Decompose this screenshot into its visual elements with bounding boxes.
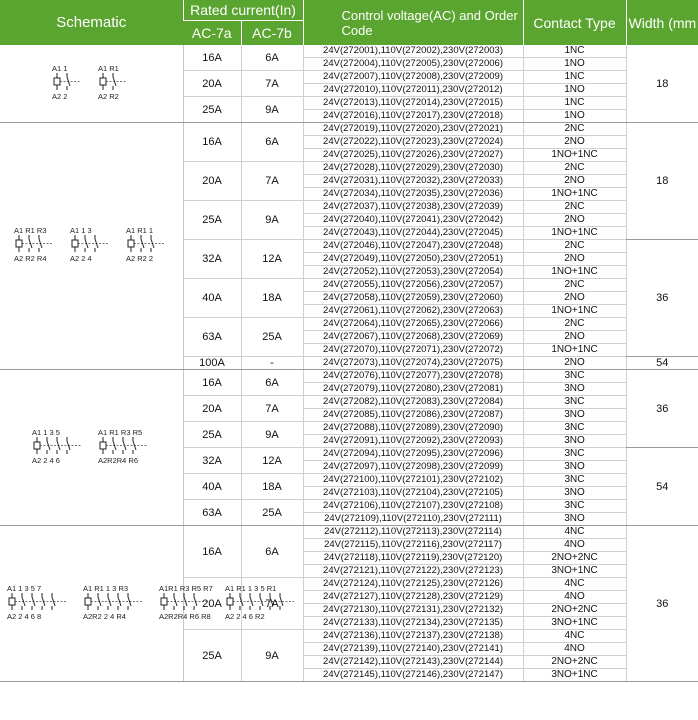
contact-type: 2NC — [523, 162, 626, 175]
schematic-diagram — [97, 426, 151, 466]
width-value: 54 — [626, 357, 698, 370]
contact-type: 3NO+1NC — [523, 565, 626, 578]
schematic-terminals-bottom: A2R2 2 4 R4 — [83, 611, 126, 621]
header-schematic: Schematic — [0, 0, 183, 45]
schematic-symbol — [31, 426, 85, 466]
contact-type: 1NO+1NC — [523, 266, 626, 279]
order-code: 24V(272085),110V(272086),230V(272087) — [303, 409, 523, 422]
contact-icon — [184, 597, 187, 606]
contact-icon — [57, 441, 60, 450]
contact-type: 3NC — [523, 396, 626, 409]
schematic-symbol — [69, 224, 113, 264]
order-code: 24V(272118),110V(272119),230V(272120) — [303, 552, 523, 565]
schematic-symbol — [6, 582, 70, 622]
schematic-terminals-top: A1 R1 1 3 R3 — [83, 583, 129, 593]
width-value: 36 — [626, 240, 698, 357]
order-code: 24V(272079),110V(272080),230V(272081) — [303, 383, 523, 396]
order-code: 24V(272028),110V(272029),230V(272030) — [303, 162, 523, 175]
schematic-diagram — [224, 582, 298, 622]
schematic-terminals-bottom: A2 R2 R4 — [14, 254, 47, 263]
coil-icon — [100, 442, 106, 449]
order-code: 24V(272031),110V(272032),230V(272033) — [303, 175, 523, 188]
coil-icon — [128, 240, 134, 247]
order-code: 24V(272052),110V(272053),230V(272054) — [303, 266, 523, 279]
ac7a-current: 40A — [183, 279, 241, 318]
order-code: 24V(272124),110V(272125),230V(272126) — [303, 578, 523, 591]
order-code: 24V(272061),110V(272062),230V(272063) — [303, 305, 523, 318]
contact-icon — [250, 597, 253, 606]
table-row — [0, 526, 698, 539]
schematic-diagram — [125, 224, 169, 264]
ac7a-current: 25A — [183, 630, 241, 682]
order-code: 24V(272106),110V(272107),230V(272108) — [303, 500, 523, 513]
ac7b-current: 7A — [241, 396, 303, 422]
ac7a-current: 100A — [183, 357, 241, 370]
contact-type: 3NO — [523, 487, 626, 500]
order-code: 24V(272064),110V(272065),230V(272066) — [303, 318, 523, 331]
ac7b-current: 9A — [241, 422, 303, 448]
contact-type: 2NC — [523, 279, 626, 292]
order-code: 24V(272133),110V(272134),230V(272135) — [303, 617, 523, 630]
order-code: 24V(272043),110V(272044),230V(272045) — [303, 227, 523, 240]
order-code: 24V(272034),110V(272035),230V(272036) — [303, 188, 523, 201]
contact-type: 3NO — [523, 409, 626, 422]
schematic-cell — [0, 123, 183, 370]
order-code: 24V(272013),110V(272014),230V(272015) — [303, 97, 523, 110]
ac7a-current: 20A — [183, 578, 241, 630]
order-code: 24V(272049),110V(272050),230V(272051) — [303, 253, 523, 266]
schematic-terminals-top: A1 1 3 — [70, 226, 92, 235]
order-code: 24V(272112),110V(272113),230V(272114) — [303, 526, 523, 539]
schematic-diagram — [82, 582, 146, 622]
schematic-cell — [0, 45, 183, 123]
order-code: 24V(272010),110V(272011),230V(272012) — [303, 84, 523, 97]
contact-type: 2NO+2NC — [523, 552, 626, 565]
ac7a-current: 20A — [183, 396, 241, 422]
contact-type: 1NO — [523, 110, 626, 123]
contact-type: 3NO — [523, 435, 626, 448]
ac7b-current: - — [241, 357, 303, 370]
ac7a-current: 20A — [183, 71, 241, 97]
ac7a-current: 63A — [183, 318, 241, 357]
order-code: 24V(272103),110V(272104),230V(272105) — [303, 487, 523, 500]
header-rated-current: Rated current(In) — [183, 0, 303, 21]
schematic-terminals-top: A1 R1 1 3 5 R1 — [225, 583, 277, 593]
order-code: 24V(272073),110V(272074),230V(272075) — [303, 357, 523, 370]
width-value: 18 — [626, 123, 698, 240]
coil-icon — [72, 240, 78, 247]
schematic-terminals-top: A1 R1 R3 — [14, 226, 47, 235]
ac7b-current: 7A — [241, 578, 303, 630]
header-control-voltage: Control voltage(AC) and Order Code — [303, 0, 523, 45]
order-code: 24V(272100),110V(272101),230V(272102) — [303, 474, 523, 487]
order-code: 24V(272130),110V(272131),230V(272132) — [303, 604, 523, 617]
ac7a-current: 16A — [183, 526, 241, 578]
schematic-diagram — [6, 582, 70, 622]
header-ac7b: AC-7b — [241, 21, 303, 46]
coil-icon — [161, 598, 167, 605]
schematic-diagram — [97, 62, 131, 102]
schematic-terminals-top: A1 R1 1 — [126, 226, 154, 235]
contact-type: 2NO — [523, 292, 626, 305]
ac7b-current: 12A — [241, 448, 303, 474]
table-body — [0, 45, 698, 682]
order-code: 24V(272007),110V(272008),230V(272009) — [303, 71, 523, 84]
order-code: 24V(272109),110V(272110),230V(272111) — [303, 513, 523, 526]
contact-type: 1NO — [523, 84, 626, 97]
width-value: 18 — [626, 45, 698, 123]
schematic-terminals-bottom: A2 2 4 6 — [32, 455, 61, 465]
order-code: 24V(272142),110V(272143),230V(272144) — [303, 656, 523, 669]
contact-type: 3NC — [523, 474, 626, 487]
ac7b-current: 25A — [241, 500, 303, 526]
contact-type: 2NC — [523, 240, 626, 253]
table-header — [0, 0, 698, 45]
schematic-terminals-bottom: A2R2R4 R6 R8 — [159, 611, 211, 621]
order-code: 24V(272127),110V(272128),230V(272129) — [303, 591, 523, 604]
schematic-diagram — [69, 224, 113, 264]
coil-icon — [227, 598, 233, 605]
schematic-terminals-top: A1 R1 — [98, 63, 120, 73]
schematic-terminals-top: A1 1 — [52, 63, 68, 73]
contact-type: 4NO — [523, 643, 626, 656]
ac7a-current: 16A — [183, 45, 241, 71]
ac7a-current: 20A — [183, 162, 241, 201]
ac7a-current: 32A — [183, 240, 241, 279]
contact-icon — [32, 597, 35, 606]
contact-type: 2NO — [523, 357, 626, 370]
order-code: 24V(272136),110V(272137),230V(272138) — [303, 630, 523, 643]
contact-type: 1NC — [523, 97, 626, 110]
schematic-symbol — [82, 582, 146, 622]
schematic-diagram — [51, 62, 85, 102]
contact-type: 2NO — [523, 253, 626, 266]
width-value: 36 — [626, 370, 698, 448]
contact-type: 1NO+1NC — [523, 188, 626, 201]
order-code: 24V(272004),110V(272005),230V(272006) — [303, 58, 523, 71]
ac7b-current: 6A — [241, 526, 303, 578]
contact-type: 2NC — [523, 318, 626, 331]
ac7a-current: 16A — [183, 123, 241, 162]
order-code: 24V(272019),110V(272020),230V(272021) — [303, 123, 523, 136]
contact-type: 1NO — [523, 58, 626, 71]
ac7b-current: 6A — [241, 45, 303, 71]
schematic-terminals-top: A1 1 3 5 — [32, 427, 61, 437]
contact-type: 3NO — [523, 383, 626, 396]
schematic-symbol — [224, 582, 298, 622]
contact-type: 2NO+2NC — [523, 656, 626, 669]
ac7b-current: 6A — [241, 370, 303, 396]
ac7b-current: 9A — [241, 630, 303, 682]
coil-icon — [85, 598, 91, 605]
order-code: 24V(272082),110V(272083),230V(272084) — [303, 396, 523, 409]
ac7b-current: 7A — [241, 162, 303, 201]
schematic-symbol — [97, 62, 131, 102]
schematic-terminals-bottom: A2 2 4 — [70, 254, 92, 263]
schematic-diagram — [31, 426, 85, 466]
ac7b-current: 6A — [241, 123, 303, 162]
schematic-symbol — [13, 224, 57, 264]
ac7a-current: 25A — [183, 201, 241, 240]
contact-type: 2NO — [523, 175, 626, 188]
coil-icon — [54, 78, 60, 85]
order-code: 24V(272076),110V(272077),230V(272078) — [303, 370, 523, 383]
contact-type: 3NC — [523, 422, 626, 435]
table-row — [0, 123, 698, 136]
order-code: 24V(272016),110V(272017),230V(272018) — [303, 110, 523, 123]
schematic-symbol — [125, 224, 169, 264]
ac7a-current: 25A — [183, 422, 241, 448]
ac7b-current: 7A — [241, 71, 303, 97]
ac7b-current: 25A — [241, 318, 303, 357]
contact-icon — [39, 239, 42, 248]
order-code: 24V(272094),110V(272095),230V(272096) — [303, 448, 523, 461]
order-code: 24V(272046),110V(272047),230V(272048) — [303, 240, 523, 253]
contact-type: 3NO — [523, 513, 626, 526]
schematic-terminals-bottom: A2 R2 2 — [126, 254, 154, 263]
contact-type: 1NC — [523, 71, 626, 84]
order-code: 24V(272091),110V(272092),230V(272093) — [303, 435, 523, 448]
schematic-terminals-top: A1 R1 R3 R5 — [98, 427, 143, 437]
table-row — [0, 370, 698, 383]
contact-icon — [95, 239, 98, 248]
contact-icon — [151, 239, 154, 248]
schematic-terminals-bottom: A2 R2 — [98, 91, 120, 101]
contact-type: 2NO — [523, 214, 626, 227]
coil-icon — [9, 598, 15, 605]
contact-type: 3NO+1NC — [523, 617, 626, 630]
contact-type: 3NO+1NC — [523, 669, 626, 682]
order-code: 24V(272037),110V(272038),230V(272039) — [303, 201, 523, 214]
ac7b-current: 9A — [241, 201, 303, 240]
order-code: 24V(272121),110V(272122),230V(272123) — [303, 565, 523, 578]
order-code: 24V(272058),110V(272059),230V(272060) — [303, 292, 523, 305]
header-contact-type: Contact Type — [523, 0, 626, 45]
contact-type: 1NO+1NC — [523, 149, 626, 162]
schematic-cell — [0, 370, 183, 526]
schematic-symbol — [97, 426, 151, 466]
contact-type: 3NC — [523, 448, 626, 461]
contact-icon — [108, 597, 111, 606]
contact-type: 2NO — [523, 136, 626, 149]
order-code: 24V(272115),110V(272116),230V(272117) — [303, 539, 523, 552]
contact-type: 4NC — [523, 526, 626, 539]
ac7a-current: 40A — [183, 474, 241, 500]
ac7a-current: 63A — [183, 500, 241, 526]
width-value: 36 — [626, 526, 698, 682]
order-code: 24V(272145),110V(272146),230V(272147) — [303, 669, 523, 682]
ac7a-current: 32A — [183, 448, 241, 474]
contact-type: 2NO — [523, 331, 626, 344]
contact-type: 4NC — [523, 578, 626, 591]
contact-type: 1NO+1NC — [523, 227, 626, 240]
schematic-terminals-bottom: A2 2 4 6 R2 — [225, 611, 265, 621]
width-value: 54 — [626, 448, 698, 526]
contact-icon — [123, 441, 126, 450]
contact-type: 1NC — [523, 45, 626, 58]
order-code: 24V(272088),110V(272089),230V(272090) — [303, 422, 523, 435]
schematic-terminals-bottom: A2R2R4 R6 — [98, 455, 139, 465]
contact-type: 2NC — [523, 201, 626, 214]
order-code: 24V(272001),110V(272002),230V(272003) — [303, 45, 523, 58]
order-code: 24V(272097),110V(272098),230V(272099) — [303, 461, 523, 474]
order-code: 24V(272139),110V(272140),230V(272141) — [303, 643, 523, 656]
schematic-symbol — [51, 62, 85, 102]
contact-type: 3NO — [523, 461, 626, 474]
ac7a-current: 25A — [183, 97, 241, 123]
contact-type: 2NO+2NC — [523, 604, 626, 617]
coil-icon — [34, 442, 40, 449]
schematic-terminals-bottom: A2 2 — [52, 91, 68, 101]
contact-type: 1NO+1NC — [523, 344, 626, 357]
schematic-diagram — [13, 224, 57, 264]
order-code: 24V(272022),110V(272023),230V(272024) — [303, 136, 523, 149]
schematic-terminals-top: A1 1 3 5 7 — [7, 583, 42, 593]
coil-icon — [16, 240, 22, 247]
order-code: 24V(272067),110V(272068),230V(272069) — [303, 331, 523, 344]
schematic-terminals-top: A1R1 R3 R5 R7 — [159, 583, 213, 593]
order-code: 24V(272070),110V(272071),230V(272072) — [303, 344, 523, 357]
header-width: Width (mm — [626, 0, 698, 45]
order-code: 24V(272025),110V(272026),230V(272027) — [303, 149, 523, 162]
contact-type: 3NC — [523, 500, 626, 513]
contact-type: 1NO+1NC — [523, 305, 626, 318]
schematic-terminals-bottom: A2 2 4 6 8 — [7, 611, 42, 621]
contact-type: 4NO — [523, 591, 626, 604]
contact-type: 2NC — [523, 123, 626, 136]
header-ac7a: AC-7a — [183, 21, 241, 46]
ac7a-current: 16A — [183, 370, 241, 396]
contact-type: 4NC — [523, 630, 626, 643]
order-code: 24V(272040),110V(272041),230V(272042) — [303, 214, 523, 227]
contact-type: 3NC — [523, 370, 626, 383]
table-row — [0, 45, 698, 58]
coil-icon — [100, 78, 106, 85]
order-code: 24V(272055),110V(272056),230V(272057) — [303, 279, 523, 292]
ac7b-current: 9A — [241, 97, 303, 123]
ac7b-current: 18A — [241, 279, 303, 318]
contact-type: 4NO — [523, 539, 626, 552]
ac7b-current: 18A — [241, 474, 303, 500]
ac7b-current: 12A — [241, 240, 303, 279]
